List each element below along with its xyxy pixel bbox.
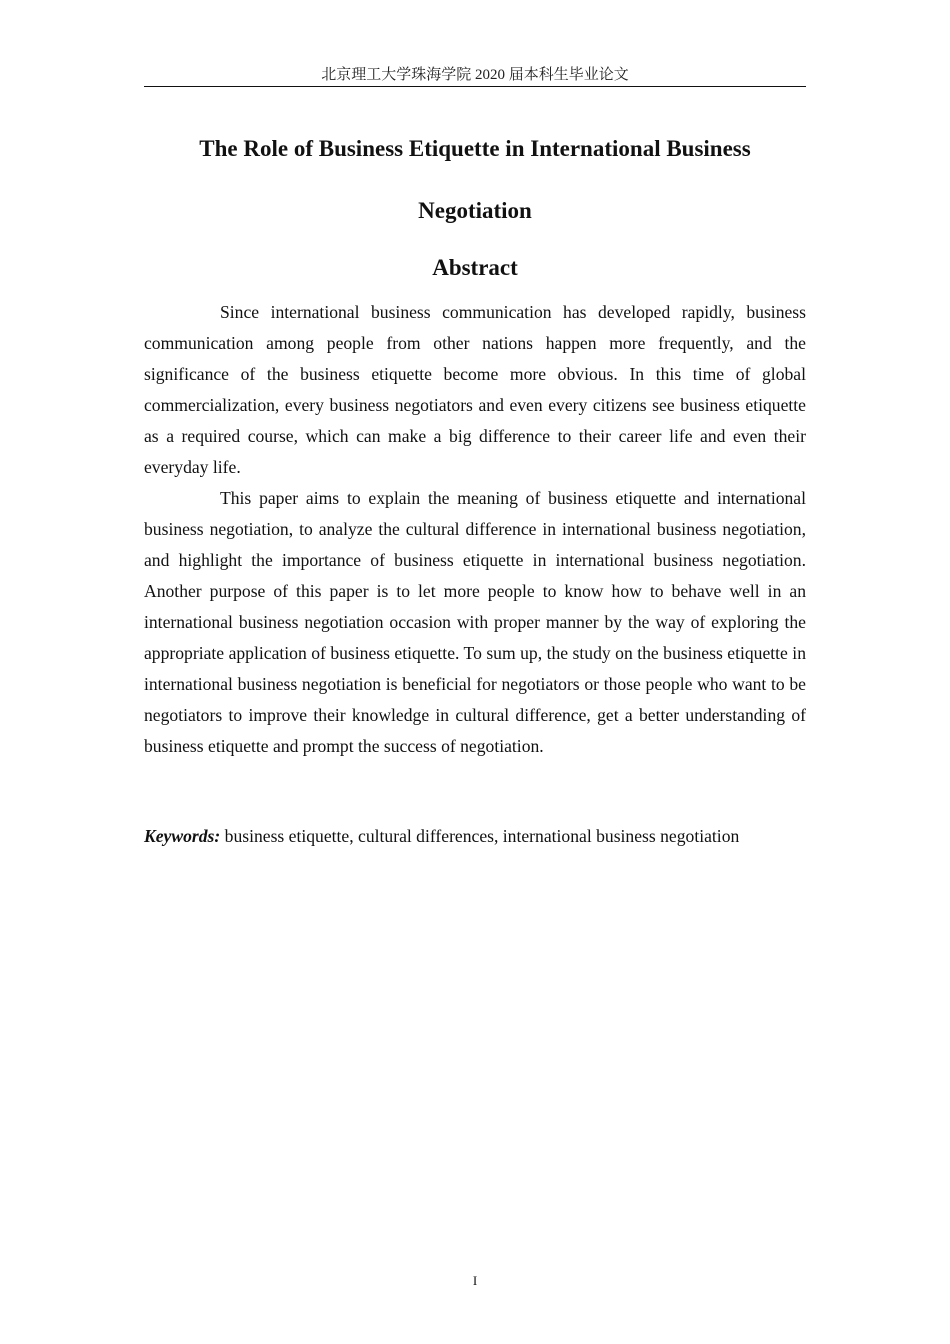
page-number: I: [472, 1273, 478, 1288]
header-text: 北京理工大学珠海学院 2020 届本科生毕业论文: [321, 67, 629, 83]
abstract-paragraph-1: Since international business communication has developed rapidly, business communication among people from other nations happen more frequently, and the significance of the business etiquette become more obvious. In this time of global commercialization, every business negotiators and even every citizens see business etiquette as a required course, which can make a big difference to their career life and even their everyday life.: [144, 302, 806, 477]
keywords-label: Keywords:: [144, 826, 221, 846]
page-header: [144, 64, 806, 87]
keywords-line: [144, 821, 806, 852]
abstract-body: [144, 297, 806, 762]
paper-title-line-1: The Role of Business Etiquette in International Business: [199, 136, 751, 161]
keywords-text: business etiquette, cultural differences, international business negotiation: [224, 826, 740, 846]
paper-title-line-2: Negotiation: [418, 198, 532, 223]
abstract-paragraph-2: This paper aims to explain the meaning of business etiquette and international business negotiation, to analyze the cultural difference in international business negotiation, and highlight the importance of business etiquette in international business negotiation. Another purpose of this paper is to let more people to know how to behave well in an international business negotiation occasion with proper manner by the way of exploring the appropriate application of business etiquette. To sum up, the study on the business etiquette in international business negotiation is beneficial for negotiators or those people who want to be negotiators to improve their knowledge in cultural difference, get a better understanding of business etiquette and prompt the success of negotiation.: [144, 488, 806, 756]
abstract-heading: Abstract: [432, 255, 518, 280]
